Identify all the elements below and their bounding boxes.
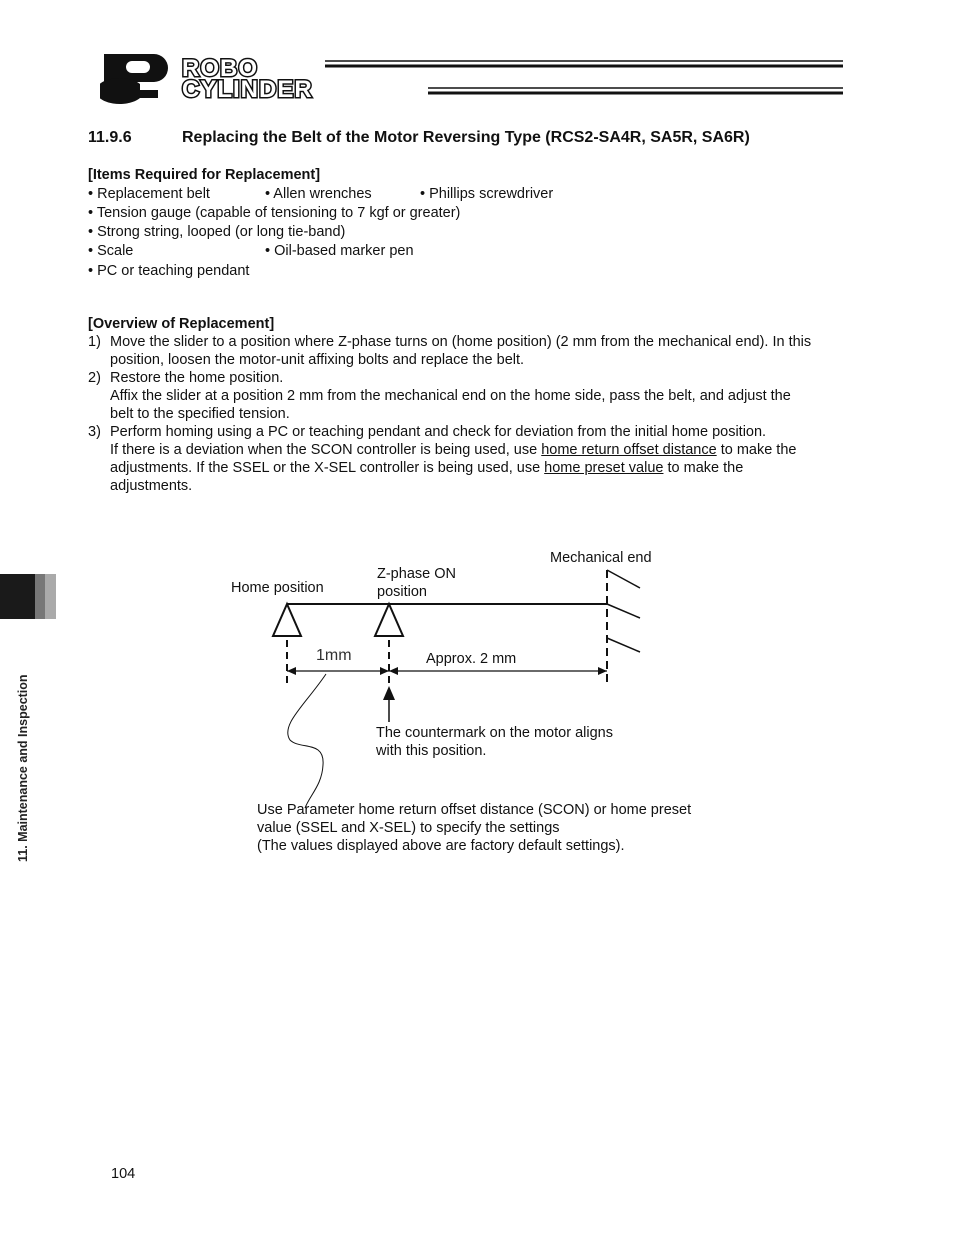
step3-number: 3) <box>88 424 101 440</box>
step2-line2: Affix the slider at a position 2 mm from the mechanical end on the home side, pass the belt, and adjust the <box>110 388 791 404</box>
countermark-arrow <box>383 686 395 700</box>
note-line2: value (SSEL and X-SEL) to specify the settings <box>257 820 560 836</box>
home-preset-value-link[interactable]: home preset value <box>544 460 664 476</box>
chapter-tab-dark <box>0 574 35 619</box>
items-required-heading: [Items Required for Replacement] <box>88 167 321 183</box>
step2-number: 2) <box>88 370 101 386</box>
note-line3: (The values displayed above are factory default settings). <box>257 838 625 854</box>
item-phillips-screwdriver: • Phillips screwdriver <box>420 186 554 202</box>
item-scale: • Scale <box>88 243 134 259</box>
item-replacement-belt: • Replacement belt <box>88 186 210 202</box>
step3-line2-text: If there is a deviation when the SCON controller is being used, use <box>110 442 542 458</box>
step3-line3-end: to make the <box>663 460 744 476</box>
step3-line2-end: to make the <box>716 442 797 458</box>
chapter-side-label: 11. Maintenance and Inspection <box>16 674 30 862</box>
step2-line1: Restore the home position. <box>110 370 284 386</box>
home-position-diagram <box>0 540 954 820</box>
brand-line2: CYLINDER <box>182 76 313 103</box>
step3-line3 <box>110 459 743 477</box>
rc-logo-icon <box>100 50 850 106</box>
item-tension-gauge: • Tension gauge (capable of tensioning to 7 kgf or greater) <box>88 205 461 221</box>
zphase-triangle <box>375 604 403 636</box>
item-string: • Strong string, looped (or long tie-band) <box>88 224 346 240</box>
countermark-line1: The countermark on the motor aligns <box>376 725 613 741</box>
step2-line3: belt to the specified tension. <box>110 406 290 422</box>
zphase-label-line1: Z-phase ON <box>377 566 456 582</box>
step1-number: 1) <box>88 334 101 350</box>
section-title: Replacing the Belt of the Motor Reversing Type (RCS2-SA4R, SA5R, SA6R) <box>182 129 750 146</box>
one-mm-label: 1mm <box>316 647 352 664</box>
mechanical-end-label: Mechanical end <box>550 550 652 566</box>
step3-line4: adjustments. <box>110 478 193 494</box>
home-position-label: Home position <box>231 580 324 596</box>
home-return-offset-link[interactable]: home return offset distance <box>541 442 717 458</box>
step1-line2: position, loosen the motor-unit affixing bolts and replace the belt. <box>110 352 525 368</box>
item-allen-wrenches: • Allen wrenches <box>265 186 372 202</box>
item-marker-pen: • Oil-based marker pen <box>265 243 414 259</box>
zphase-label-line2: position <box>377 584 427 600</box>
approx-2mm-label: Approx. 2 mm <box>426 651 517 667</box>
home-triangle <box>273 604 301 636</box>
chapter-tab-light <box>45 574 56 619</box>
step3-line2 <box>110 441 796 459</box>
brand-line1: ROBO <box>182 55 258 82</box>
note-line1: Use Parameter home return offset distance (SCON) or home preset <box>257 802 692 818</box>
countermark-line2: with this position. <box>376 743 487 759</box>
section-number: 11.9.6 <box>88 129 132 146</box>
chapter-tab-mid <box>35 574 45 619</box>
section-heading <box>88 129 750 147</box>
page-number: 104 <box>111 1166 136 1182</box>
step3-line1: Perform homing using a PC or teaching pendant and check for deviation from the initial home position. <box>110 424 767 440</box>
step3-line3-text: adjustments. If the SSEL or the X-SEL controller is being used, use <box>110 460 545 476</box>
step1-line1: Move the slider to a position where Z-phase turns on (home position) (2 mm from the mechanical end). In this <box>110 334 812 350</box>
overview-heading: [Overview of Replacement] <box>88 316 275 332</box>
item-pc-pendant: • PC or teaching pendant <box>88 263 250 279</box>
